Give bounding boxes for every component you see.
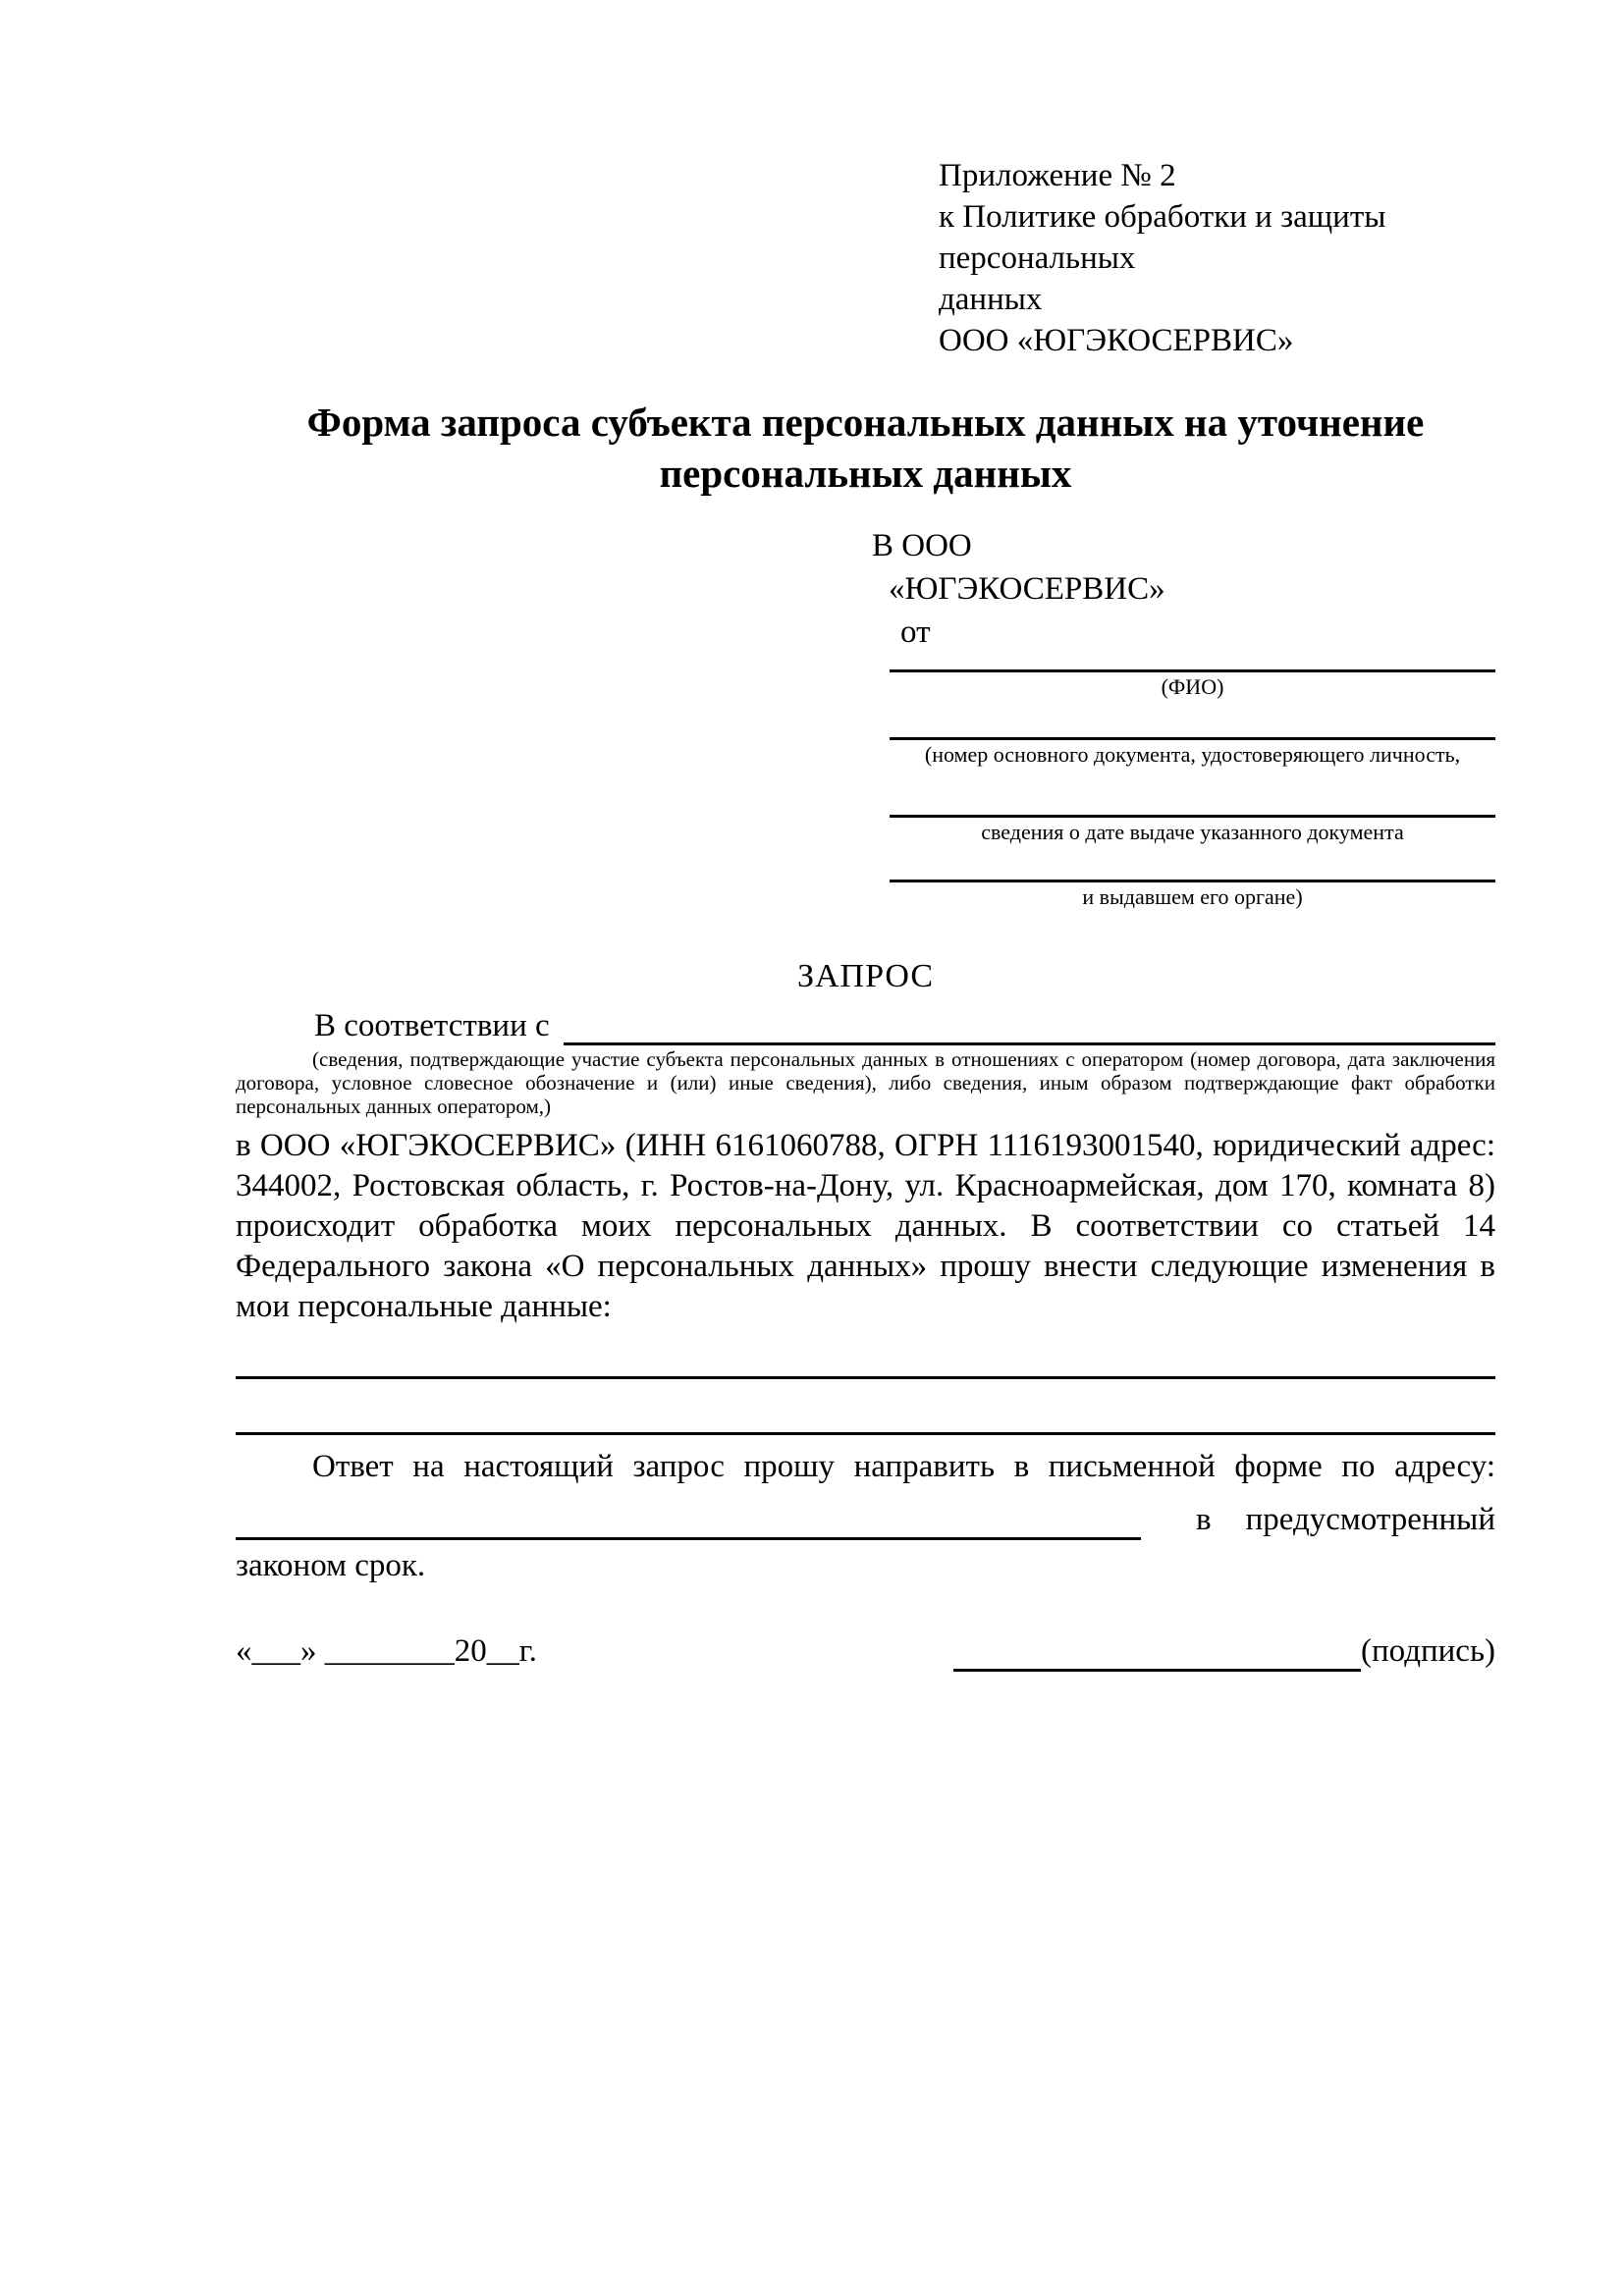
appendix-line-1: Приложение № 2 [939, 158, 1176, 193]
intro-row [236, 1006, 1495, 1045]
answer-tail: законом срок. [236, 1548, 426, 1583]
footnote-text: (сведения, подтверждающие участие субъекта персональных данных в отношениях с оператором (номер договора, дата заключения договора, условное словесное обозначение и (или) иные сведения), либо сведения, иным образом подтверждающие факт обработки персональных данных оператором,) [236, 1047, 1495, 1118]
addressee-block [872, 524, 1495, 654]
document-title: Форма запроса субъекта персональных данных на уточнение персональных данных [306, 400, 1425, 496]
answer-word-1: в [1196, 1502, 1212, 1537]
addressee-line-1: В ООО [872, 528, 972, 563]
answer-word-2: предусмотренный [1245, 1502, 1495, 1537]
intro-text: В соответствии с [314, 1008, 550, 1043]
signature-caption: (подпись) [1361, 1633, 1495, 1669]
date-field[interactable]: «___» ________20__г. [236, 1633, 537, 1669]
signature-blank-line[interactable] [953, 1639, 1361, 1672]
appendix-line-3: данных [939, 282, 1043, 317]
appendix-line-4: ООО «ЮГЭКОСЕРВИС» [939, 323, 1294, 358]
document-number-blank-line[interactable] [890, 702, 1495, 740]
issuing-authority-blank-line[interactable] [890, 847, 1495, 882]
fio-caption: (ФИО) [1161, 674, 1224, 699]
answer-paragraph: Ответ на настоящий запрос прошу направить в письменной форме по адресу: [312, 1449, 1495, 1484]
document-number-caption: (номер основного документа, удостоверяющего личность, [924, 742, 1461, 767]
changes-blank-line-1[interactable] [236, 1327, 1495, 1379]
changes-blank-line-2[interactable] [236, 1379, 1495, 1435]
document-content [236, 0, 1495, 1672]
fio-blank-line[interactable] [890, 654, 1495, 672]
addressee-line-3: от [900, 614, 931, 650]
addressee-line-2: «ЮГЭКОСЕРВИС» [889, 571, 1165, 607]
basis-blank-line[interactable] [564, 1007, 1495, 1045]
appendix-line-2: к Политике обработки и защиты персональных [939, 199, 1386, 276]
body-paragraph: в ООО «ЮГЭКОСЕРВИС» (ИНН 6161060788, ОГРН 1116193001540, юридический адрес: 344002, Ростовская область, г. Ростов-на-Дону, ул. Красноармейская, дом 170, комната 8) происходит обработка моих персональных данных. В соответствии со статьей 14 Федерального закона «О персональных данных» прошу внести следующие изменения в мои персональные данные: [236, 1128, 1495, 1324]
issuing-authority-caption: и выдавшем его органе) [1082, 884, 1303, 909]
appendix-note [939, 155, 1495, 361]
answer-address-row [236, 1487, 1495, 1540]
request-heading: ЗАПРОС [796, 958, 935, 994]
issue-date-blank-line[interactable] [890, 770, 1495, 818]
date-signature-row [236, 1631, 1495, 1672]
address-blank-line[interactable] [236, 1508, 1141, 1540]
issue-date-caption: сведения о дате выдаче указанного документа [981, 820, 1404, 844]
applicant-fields [890, 654, 1495, 912]
